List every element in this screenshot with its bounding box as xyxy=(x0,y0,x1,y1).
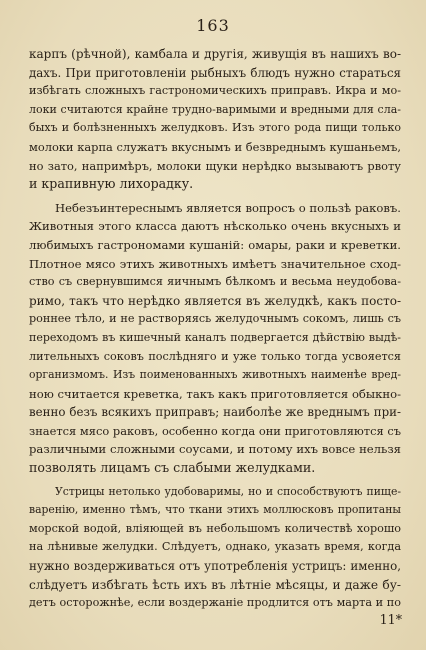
text-line: дахъ. При приготовленіи рыбныхъ блюдъ нужно стараться xyxy=(29,65,401,80)
text-line: слѣдуетъ избѣгать ѣсть ихъ въ лѣтніе мѣсяцы, и даже бу- xyxy=(29,577,401,592)
text-line: позволять лицамъ съ слабыми желудками. xyxy=(29,460,316,476)
text-line: римо, такъ что нерѣдко является въ желудкѣ, какъ посто- xyxy=(29,293,401,308)
text-line: переходомъ въ кишечный каналъ подвергается дѣйствію выдѣ- xyxy=(29,330,401,344)
text-line: детъ осторожнѣе, если воздержаніе продлится отъ марта и по xyxy=(29,596,401,610)
text-line: локи считаются крайне трудно-варимыми и вредными для сла- xyxy=(29,102,401,116)
text-line: варенію, именно тѣмъ, что ткани этихъ моллюсковъ пропитаны xyxy=(29,503,401,517)
paragraph-1 xyxy=(29,45,401,194)
text-line: знается мясо раковъ, особенно когда они приготовляются съ xyxy=(29,423,401,438)
text-line: различными сложными соусами, и потому ихъ вовсе нельзя xyxy=(29,442,401,457)
text-line: нужно воздерживаться отъ употребленія устрицъ: именно, xyxy=(29,559,401,574)
text-line: ство съ свернувшимся яичнымъ бѣлкомъ и весьма неудобова- xyxy=(29,275,401,289)
text-line: избѣгать сложныхъ гастрономическихъ приправъ. Икра и мо- xyxy=(29,84,401,98)
text-line: Небезъинтереснымъ является вопросъ о пользѣ раковъ. xyxy=(55,200,401,215)
text-line: молоки карпа служатъ вкуснымъ и безвреднымъ кушаньемъ, xyxy=(29,139,401,154)
body-text xyxy=(29,45,401,613)
text-line: венно безъ всякихъ приправъ; наиболѣе же вреднымъ при- xyxy=(29,405,401,420)
text-line: Устрицы нетолько удобоваримы, но и способствуютъ пище- xyxy=(55,484,401,498)
paragraph-2 xyxy=(29,199,401,478)
text-line: но зато, напримѣръ, молоки щуки нерѣдко вызываютъ рвоту xyxy=(29,158,401,173)
signature-mark: 11* xyxy=(379,612,402,627)
text-line: Животныя этого класса даютъ нѣсколько очень вкусныхъ и xyxy=(29,219,401,234)
text-line: карпъ (рѣчной), камбала и другія, живущія въ нашихъ во- xyxy=(29,47,401,61)
text-line: организмомъ. Изъ поименованныхъ животныхъ наименѣе вред- xyxy=(29,368,401,382)
text-line: быхъ и болѣзненныхъ желудковъ. Изъ этого рода пищи только xyxy=(29,121,401,135)
page-number: 163 xyxy=(196,16,230,35)
text-line: лительныхъ соковъ послѣдняго и уже только тогда усвояется xyxy=(29,349,401,363)
paragraph-3 xyxy=(29,483,401,613)
text-line: любимыхъ гастрономами кушаній: омары, раки и креветки. xyxy=(29,237,401,252)
text-line: на лѣнивые желудки. Слѣдуетъ, однако, указать время, когда xyxy=(29,540,401,554)
text-line: Плотное мясо этихъ животныхъ имѣетъ значительное сход- xyxy=(29,256,401,271)
text-line: ною считается креветка, такъ какъ приготовляется обыкно- xyxy=(29,386,401,401)
text-line: и крапивную лихорадку. xyxy=(29,176,194,192)
text-line: морской водой, вліяющей въ небольшомъ количествѣ хорошо xyxy=(29,521,401,535)
text-line: роннее тѣло, и не растворяясь желудочнымъ сокомъ, лишь съ xyxy=(29,312,401,326)
